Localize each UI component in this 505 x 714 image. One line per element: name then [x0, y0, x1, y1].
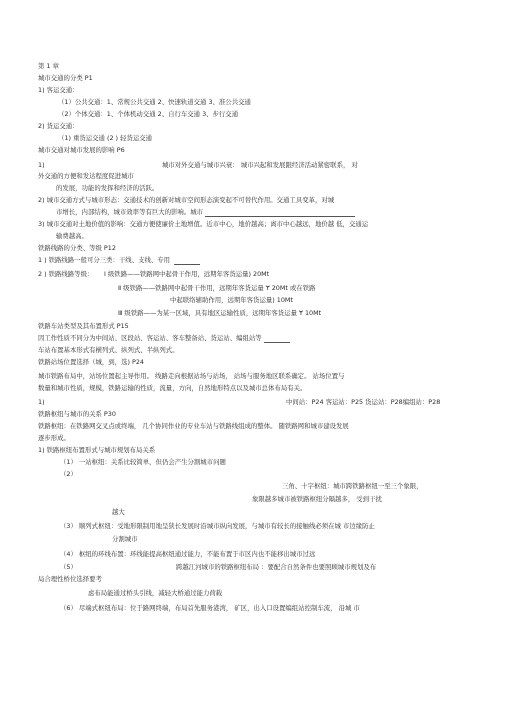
- sub-item: （1） 一站枢纽：关系比较简单，但仍会产生分割城市问题: [60, 458, 226, 466]
- page-references: 中间站：P24 客运站：P25 货运站：P28编组站：P28: [286, 398, 441, 406]
- sub-item: （3） 顺列式枢纽：受地形限制用地呈狭长发展时沿城市纵向发展，与城市有较长的接触线必须在城 市边缘防止: [60, 522, 375, 530]
- paragraph-line: 分割城市: [112, 535, 138, 543]
- blank-underline: [205, 209, 355, 217]
- list-item: 2 ) 铁路线路等级：: [38, 270, 94, 278]
- list-item: 2) 货运交通：: [38, 122, 79, 130]
- paragraph-line: 市增长，内部结构，城市效率等有巨大的影响。城市: [56, 208, 355, 217]
- paragraph-line: 数量和城市性质，规模，铁路运输的性质，流量，方向，自然地形特点以及城市总体布局有关。: [38, 384, 307, 392]
- paragraph-line: 城市对外交通与城市兴衰： 城市兴起和发展跟经济活动紧密联系， 对: [162, 161, 358, 169]
- sub-item-number: （5）: [60, 563, 77, 571]
- paragraph-line: 因工作性质不同分为中间站、区段站、客运站、客车整备站、货运站、编组站等: [38, 334, 290, 343]
- paragraph-line: 象限越多城市被铁路枢纽分隔越多， 受到干扰: [252, 495, 382, 503]
- list-number: 1): [38, 161, 45, 169]
- section-heading: 铁路站场位置选择（城，到，选) P24: [38, 358, 144, 366]
- list-number: 1): [38, 398, 45, 406]
- sub-item: （2）个体交通：1、个体机动交通 2、自行车交通 3、步行交通: [58, 110, 239, 118]
- paragraph-line: 越大: [112, 508, 125, 516]
- paragraph-line: 的发展，功能的发挥和经济的活跃。: [56, 184, 159, 192]
- paragraph-line: 虑布局能通过桥头引线，减轻大桥通过能力荷载: [88, 589, 223, 597]
- paragraph-line: 输费越高。: [56, 232, 88, 240]
- rail-grade-2-cont: 中起联络辅助作用，远期年客货运量) 10Mt: [170, 296, 293, 304]
- paragraph-line: 车站布置基本形式有横列式、纵列式、半纵列式。: [38, 346, 179, 354]
- paragraph-line: 三角、十字枢纽：城市跨铁路枢纽一至三个象限，: [282, 482, 423, 490]
- blank-underline: [264, 335, 290, 343]
- section-heading: 铁路枢纽与城市的关系 P30: [38, 410, 116, 418]
- section-heading: 铁路车站类型及其布置形式 P15: [38, 322, 129, 330]
- section-heading: 城市交通的分类 P1: [38, 74, 93, 82]
- sub-item: （4） 枢纽的环线布置：环线能提高枢纽通过能力，不能布置于市区内也不能移出城市过远: [60, 550, 316, 558]
- paragraph-line: 逐步形成。: [38, 434, 70, 442]
- paragraph-line: 跨越江河城市的铁路枢纽布局 ：要配合自然条件也要照顾城市规划及布: [176, 563, 377, 571]
- sub-item: （1) 重货运交通 (2 ) 轻货运交通: [58, 134, 153, 142]
- blank-underline: [174, 257, 200, 265]
- paragraph-line: 局合理性桥位选择要考: [38, 575, 102, 583]
- sub-item-number: （2）: [60, 470, 77, 478]
- sub-item: （1）公共交通：1、常规公共交通 2、快速轨道交通 3、准公共交通: [58, 98, 251, 106]
- list-item: 3) 城市交通对土地价值的影响：交通方便使廉价土地增值。近市中心，地价越高；离市中心越远，地价越 低，交通运: [38, 220, 369, 228]
- list-item: 2) 城市交通方式与城市形态：交通技术的创新对城市空间形态演变起不可替代作用。交通工具变革，对城: [38, 196, 335, 204]
- list-item: 1) 客运交通：: [38, 86, 79, 94]
- section-heading: 城市交通对城市发展的影响 P6: [38, 146, 125, 154]
- list-item: 1) 铁路枢纽布置形式与城市规划布局关系: [38, 446, 156, 454]
- list-item: 1 ) 铁路线路一般可分三类：干线、支线、专用: [38, 256, 200, 265]
- paragraph-line: 外交通的方便和发达程度促进城市: [38, 172, 134, 180]
- chapter-heading: 第 1 章: [38, 62, 59, 70]
- rail-grade-2: Ⅱ 级铁路——铁路网中起骨干作用，远期年客货运量 Ɏ 20Mt 或在铁路: [118, 284, 316, 292]
- paragraph-line: 城市铁路布局中，站场位置起主导作用。 线路走向根据站场与站场， 站场与服务地区联系确定。 站场位置与: [38, 372, 345, 380]
- section-heading: 铁路线路的分类、等级 P12: [38, 244, 116, 252]
- sub-item: （6） 尽端式枢纽布局：位于路网终端，布局首先服务港湾， 矿区，出入口设置编组站控制车流， 沿城 市: [60, 604, 360, 612]
- rail-grade-3: Ⅲ 级铁路——为某一区域，具有地区运输性质，远期年客货运量 Ɏ 10Mt: [118, 309, 322, 317]
- paragraph-line: 铁路枢纽：在铁路网交叉点或终端， 几个协同作业的专业车站与铁路线组成的整体。 随铁路网和城市建设发展: [38, 422, 349, 430]
- rail-grade-1: Ⅰ 级铁路——铁路网中起骨干作用，远期年客货运量) 20Mt: [104, 270, 270, 278]
